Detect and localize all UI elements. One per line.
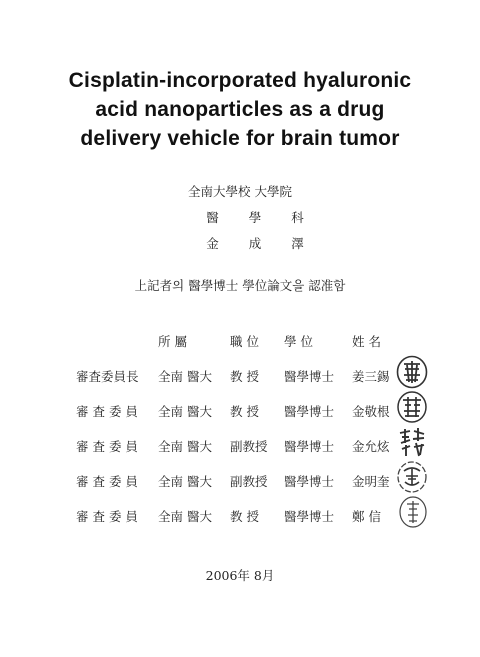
committee-affiliation: 全南 醫大 [158,369,212,384]
header-name: 姓 名 [352,334,381,349]
committee-header-row [0,332,480,352]
committee-position: 副教授 [230,439,268,454]
committee-role: 審 査 委 員 [76,509,138,524]
committee-affiliation: 全南 醫大 [158,439,212,454]
committee-affiliation: 全南 醫大 [158,474,212,489]
seal-stamp-icon [396,390,428,424]
seal-stamp-icon [396,460,428,494]
author-name: 金成澤 [206,236,334,251]
date: 2006年 8月 [205,568,275,583]
institution: 全南大學校 大學院 [188,184,292,199]
committee-role: 審 査 委 員 [76,404,138,419]
seal-stamp-icon [396,425,428,459]
committee-degree: 醫學博士 [284,474,335,489]
committee-role: 審査委員長 [76,369,139,384]
thesis-title [20,66,460,153]
committee-degree: 醫學博士 [284,439,335,454]
seal-stamp-icon [396,355,428,389]
committee-affiliation: 全南 醫大 [158,404,212,419]
committee-position: 教 授 [230,369,259,384]
committee-row [0,472,480,492]
department: 醫學科 [206,210,334,225]
header-degree: 學 位 [284,334,313,349]
committee-degree: 醫學博士 [284,369,335,384]
committee-position: 副教授 [230,474,268,489]
committee-row [0,402,480,422]
committee-role: 審 査 委 員 [76,474,138,489]
title-line-3: delivery vehicle for brain tumor [80,127,400,150]
header-position: 職 位 [230,334,259,349]
committee-row [0,507,480,527]
title-line-1: Cisplatin-incorporated hyaluronic [68,69,412,92]
committee-affiliation: 全南 醫大 [158,509,212,524]
committee-position: 教 授 [230,404,259,419]
committee-name: 金敬根 [352,404,390,419]
title-line-2: acid nanoparticles as a drug [95,98,385,121]
committee-name: 金明奎 [352,474,390,489]
committee-name: 鄭 信 [352,509,381,524]
committee-position: 教 授 [230,509,259,524]
committee-row [0,367,480,387]
committee-role: 審 査 委 員 [76,439,138,454]
approval-statement: 上記者의 醫學博士 學位論文을 認准함 [134,278,346,293]
committee-degree: 醫學博士 [284,404,335,419]
committee-degree: 醫學博士 [284,509,335,524]
header-affiliation: 所 屬 [158,334,187,349]
committee-row [0,437,480,457]
seal-stamp-icon [396,495,428,529]
committee-name: 金允炫 [352,439,390,454]
committee-name: 姜三錫 [352,369,390,384]
